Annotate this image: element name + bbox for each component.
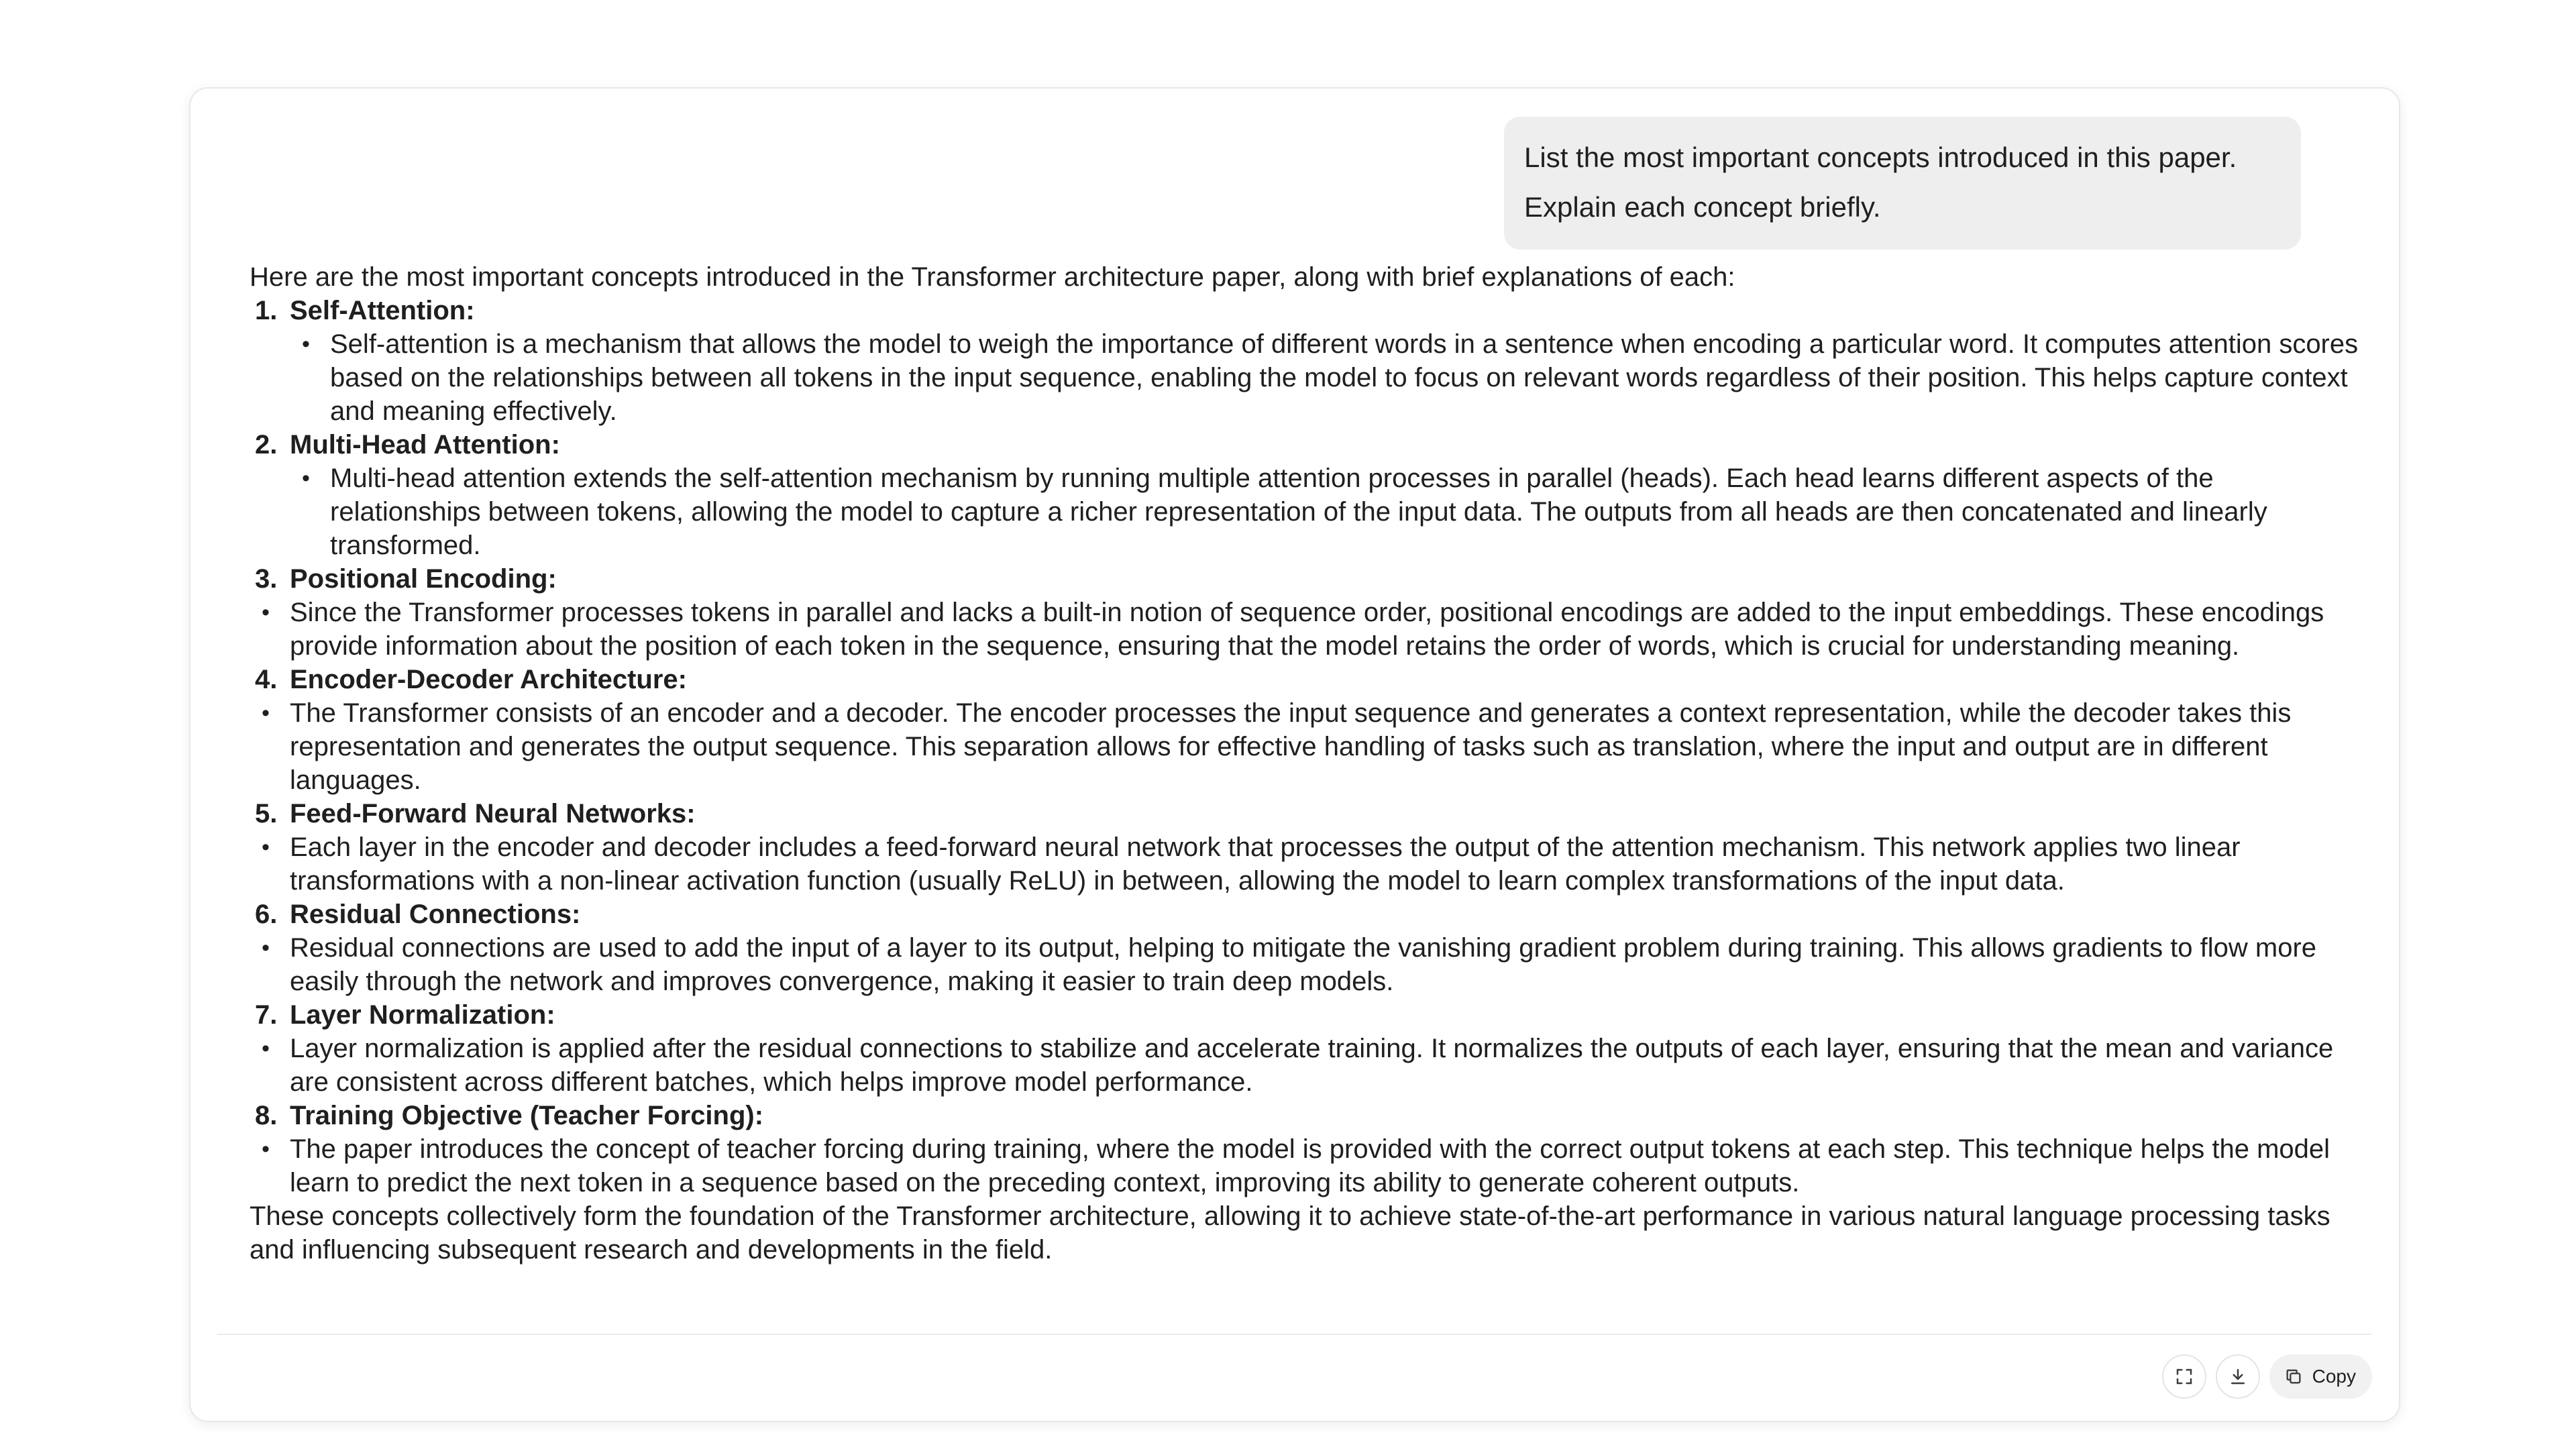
response-intro: Here are the most important concepts introduced in the Transformer architecture paper, along with brief explanations of each:	[250, 262, 1735, 292]
fullscreen-button[interactable]	[2162, 1354, 2206, 1399]
user-message-line: Explain each concept briefly.	[1524, 191, 1881, 223]
copy-icon	[2284, 1367, 2303, 1386]
concept-number: 6.	[255, 900, 278, 929]
user-message-bubble	[1504, 117, 2301, 250]
bullet-dot-icon: •	[262, 935, 270, 961]
concept-title: Feed-Forward Neural Networks:	[290, 799, 696, 828]
copy-button[interactable]	[2269, 1354, 2372, 1399]
concept-title: Encoder-Decoder Architecture:	[290, 665, 687, 694]
concept-number: 1.	[255, 296, 278, 325]
user-message-line: List the most important concepts introduced in this paper.	[1524, 142, 2237, 173]
bullet-dot-icon: •	[302, 331, 310, 357]
concept-text: Residual connections are used to add the input of a layer to its output, helping to mitigate the vanishing gradient problem during training. This allows gradients to flow more easily through the network and improves convergence, making it easier to train deep models.	[290, 933, 2317, 996]
concept-title: Multi-Head Attention:	[290, 430, 560, 460]
concept-bullets	[262, 1132, 2363, 1199]
concept-title: Positional Encoding:	[290, 564, 557, 594]
concept-bullet	[262, 830, 2363, 898]
response-conclusion: These concepts collectively form the foundation of the Transformer architecture, allowing it to achieve state-of-the-art performance in various natural language processing tasks and influencing subsequent research and developments in the field.	[250, 1201, 2330, 1265]
bullet-dot-icon: •	[262, 600, 270, 625]
toolbar-divider	[217, 1334, 2372, 1335]
concept-bullet	[302, 462, 2363, 562]
concept-bullets	[262, 1032, 2363, 1099]
concept-bullets	[262, 931, 2363, 998]
download-icon	[2228, 1366, 2248, 1387]
concept-title: Training Objective (Teacher Forcing):	[290, 1101, 764, 1130]
concept-number: 5.	[255, 799, 278, 828]
concept-bullet	[262, 931, 2363, 998]
copy-button-label: Copy	[2312, 1366, 2356, 1387]
concept-item	[255, 797, 2363, 898]
concept-list	[250, 294, 2363, 1199]
bullet-dot-icon: •	[262, 700, 270, 726]
response-toolbar	[2162, 1354, 2372, 1399]
bullet-dot-icon: •	[262, 1136, 270, 1162]
concept-bullet	[262, 1032, 2363, 1099]
concept-text: Multi-head attention extends the self-attention mechanism by running multiple attention processes in parallel (heads). Each head learns different aspects of the relationships between tokens, allowing the model to capture a richer representation of the input data. The outputs from all heads are then concatenated and linearly transformed.	[330, 464, 2267, 560]
concept-item	[255, 294, 2363, 428]
concept-bullet	[302, 327, 2363, 428]
concept-bullets	[262, 830, 2363, 898]
expand-icon	[2174, 1366, 2194, 1387]
download-button[interactable]	[2216, 1354, 2260, 1399]
concept-bullets	[290, 327, 2363, 428]
concept-bullets	[262, 696, 2363, 797]
concept-item	[255, 998, 2363, 1099]
concept-text: The paper introduces the concept of teacher forcing during training, where the model is provided with the correct output tokens at each step. This technique helps the model learn to predict the next token in a sequence based on the preceding context, improving its ability to generate coherent outputs.	[290, 1134, 2330, 1197]
concept-text: The Transformer consists of an encoder and a decoder. The encoder processes the input sequence and generates a context representation, while the decoder takes this representation and generates the output sequence. This separation allows for effective handling of tasks such as translation, where the input and output are in different languages.	[290, 698, 2292, 795]
concept-item	[255, 428, 2363, 562]
concept-number: 7.	[255, 1000, 278, 1030]
concept-number: 4.	[255, 665, 278, 694]
concept-bullet	[262, 696, 2363, 797]
concept-item	[255, 1099, 2363, 1199]
concept-item	[255, 562, 2363, 663]
concept-number: 2.	[255, 430, 278, 460]
concept-text: Self-attention is a mechanism that allows the model to weigh the importance of different words in a sentence when encoding a particular word. It computes attention scores based on the relationships between all tokens in the input sequence, enabling the model to focus on relevant words regardless of their position. This helps capture context and meaning effectively.	[330, 329, 2359, 426]
concept-item	[255, 663, 2363, 797]
concept-title: Layer Normalization:	[290, 1000, 555, 1030]
concept-title: Residual Connections:	[290, 900, 581, 929]
concept-bullet	[262, 596, 2363, 663]
bullet-dot-icon: •	[262, 835, 270, 860]
concept-bullets	[290, 462, 2363, 562]
concept-number: 8.	[255, 1101, 278, 1130]
concept-item	[255, 898, 2363, 998]
concept-text: Since the Transformer processes tokens in parallel and lacks a built-in notion of sequence order, positional encodings are added to the input embeddings. These encodings provide information about the position of each token in the sequence, ensuring that the model retains the order of words, which is crucial for understanding meaning.	[290, 598, 2324, 661]
bullet-dot-icon: •	[262, 1036, 270, 1061]
assistant-response	[250, 260, 2363, 1267]
concept-number: 3.	[255, 564, 278, 594]
concept-title: Self-Attention:	[290, 296, 475, 325]
bullet-dot-icon: •	[302, 466, 310, 491]
concept-bullets	[262, 596, 2363, 663]
concept-bullet	[262, 1132, 2363, 1199]
concept-text: Layer normalization is applied after the residual connections to stabilize and accelerate training. It normalizes the outputs of each layer, ensuring that the mean and variance are consistent across different batches, which helps improve model performance.	[290, 1034, 2334, 1097]
concept-text: Each layer in the encoder and decoder includes a feed-forward neural network that processes the output of the attention mechanism. This network applies two linear transformations with a non-linear activation function (usually ReLU) in between, allowing the model to learn complex transformations of the input data.	[290, 833, 2241, 896]
chat-card	[189, 87, 2400, 1422]
